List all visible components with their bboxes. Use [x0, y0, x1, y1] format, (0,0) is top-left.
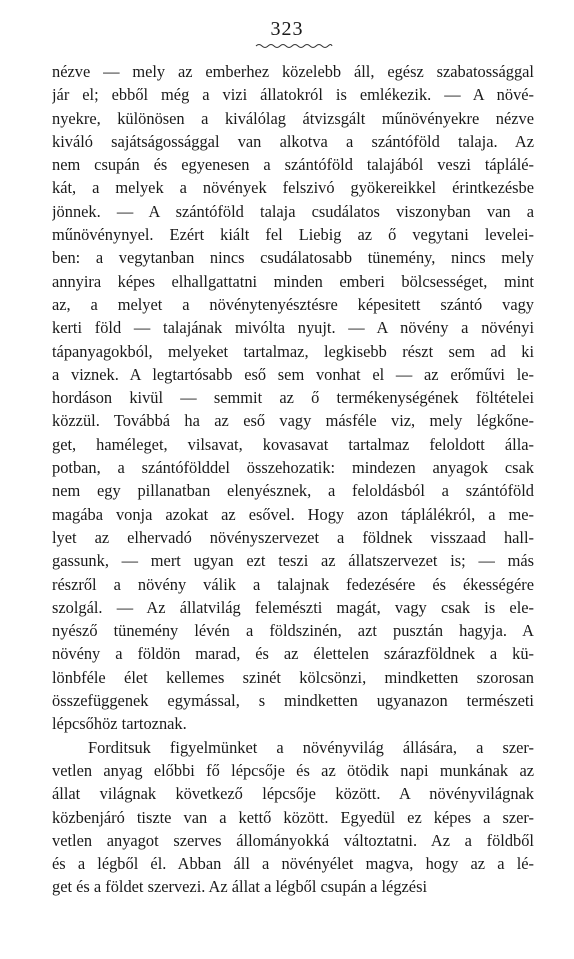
paragraph — [52, 60, 534, 736]
text-line: állat világnak következő lépcsője között. A növényvilágnak — [52, 784, 534, 804]
text-line: get, haméleget, vilsavat, kovasavat tartalmaz feloldott álla- — [52, 434, 534, 454]
text-line: get és a földet szervezi. Az állat a légből csupán a légzési — [52, 877, 427, 897]
text-line: lyet az elhervadó növényszervezet a földnek visszaad hall- — [52, 527, 534, 547]
text-line: az, a melyet a növénytenyésztésre képesitett szántó vagy — [52, 294, 534, 314]
text-line: műnövénynyel. Ezért kiált fel Liebig az ő vegytani levelei- — [52, 225, 534, 245]
text-line: összefüggenek egymással, s mindketten ugyanazon természeti — [52, 691, 534, 711]
text-line: lönbféle élet kellemes szinét kölcsönzi, mindketten szorosan — [52, 667, 534, 687]
text-line: annyira képes elhallgattatni minden emberi bölcsességet, mint — [52, 271, 534, 291]
text-line: kerti föld — talajának mivólta nyujt. — A növény a növényi — [52, 318, 534, 338]
text-line: és a légből él. Abban áll a növényélet magva, hogy az a lé- — [52, 854, 534, 874]
wavy-rule-ornament — [254, 42, 334, 50]
page-number: 323 — [270, 18, 304, 40]
text-line: gassunk, — mert ugyan ezt teszi az állatszervezet is; — más — [52, 551, 534, 571]
text-line: vetlen anyagot szerves állományokká változtatni. Az a földből — [52, 830, 534, 850]
text-line: közzül. Továbbá ha az eső vagy másféle viz, mely légkőne- — [52, 411, 534, 431]
text-line: nem csupán és egyenesen a szántóföld talajából veszi táplálé- — [52, 155, 534, 175]
text-line: Forditsuk figyelmünket a növényvilág állására, a szer- — [88, 737, 534, 757]
text-line: közbenjáró tiszte van a kettő között. Egyedül ez képes a szer- — [52, 807, 534, 827]
text-line: lépcsőhöz tartoznak. — [52, 714, 187, 734]
text-line: vetlen anyag előbbi fő lépcsője és az ötödik napi munkának az — [52, 760, 534, 780]
text-line: nem egy pillanatban elenyésznek, a feloldásból a szántóföld — [52, 481, 534, 501]
text-line: jár el; ebből még a vizi állatokról is emlékezik. — A növé- — [52, 85, 534, 105]
text-line: nézve — mely az emberhez közelebb áll, egész szabatossággal — [52, 62, 534, 81]
text-line: a viznek. A legtartósabb eső sem vonhat el — az erőművi le- — [52, 364, 534, 384]
text-line: tápanyagokból, melyeket tartalmaz, legkisebb részt sem ad ki — [52, 341, 534, 361]
paragraph — [52, 736, 534, 899]
text-line: kiváló sajátságossággal van alkotva a szántóföld talaja. Az — [52, 131, 534, 151]
text-line: magába vonja azokat az esővel. Hogy azon táplálékról, a me- — [52, 504, 534, 524]
text-line: növény a földön marad, és az élettelen szárazföldnek a kü- — [52, 644, 534, 664]
body-text — [52, 60, 534, 899]
text-line: hordáson kivül — semmit az ő termékenységének föltételei — [52, 388, 534, 408]
text-line: jönnek. — A szántóföld talaja csudálatos viszonyban van a — [52, 201, 534, 221]
text-line: nyekre, különösen a kiválólag átvizsgált műnövényekre nézve — [52, 108, 534, 128]
text-line: kát, a melyek a növények felszivó gyökereikkel érintkezésbe — [52, 178, 534, 198]
text-line: részről a növény válik a talajnak fedezésére és ékességére — [52, 574, 534, 594]
text-line: ben: a vegytanban nincs csudálatosabb tünemény, nincs mely — [52, 248, 534, 268]
text-line: nyésző tünemény lévén a földszinén, azt pusztán hagyja. A — [52, 621, 534, 641]
text-line: szolgál. — Az állatvilág felemészti magát, vagy csak is ele- — [52, 597, 534, 617]
text-line: potban, a szántófölddel összehozatik: mindezen anyagok csak — [52, 458, 534, 478]
